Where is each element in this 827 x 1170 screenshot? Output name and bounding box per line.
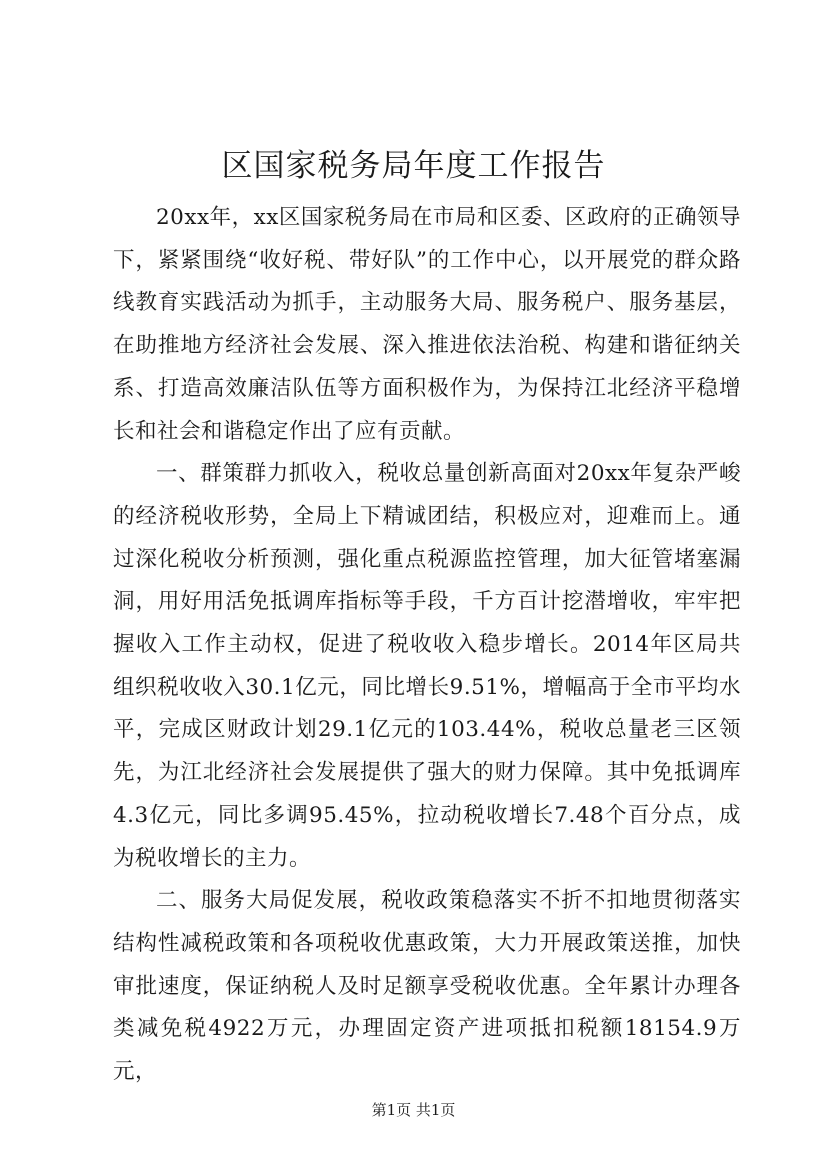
document-title: 区国家税务局年度工作报告 [221, 148, 606, 184]
document-body [113, 197, 741, 1094]
paragraph-intro: 20xx年，xx区国家税务局在市局和区委、区政府的正确领导下，紧紧围绕“收好税、带好队”的工作中心，以开展党的群众路线教育实践活动为抓手，主动服务大局、服务税户、服务基层，在助推地方经济社会发展、深入推进依法治税、构建和谐征纳关系、打造高效廉洁队伍等方面积极作为，为保持江北经济平稳增长和社会和谐稳定作出了应有贡献。 [113, 205, 741, 444]
paragraph-section-1: 一、群策群力抓收入，税收总量创新高面对20xx年复杂严峻的经济税收形势，全局上下精诚团结，积极应对，迎难而上。通过深化税收分析预测，强化重点税源监控管理，加大征管堵塞漏洞，用好用活免抵调库指标等手段，千方百计挖潜增收，牢牢把握收入工作主动权，促进了税收收入稳步增长。2014年区局共组织税收收入30.1亿元，同比增长9.51%，增幅高于全市平均水平，完成区财政计划29.1亿元的103.44%，税收总量老三区领先，为江北经济社会发展提供了强大的财力保障。其中免抵调库4.3亿元，同比多调95.45%，拉动税收增长7.48个百分点，成为税收增长的主力。 [113, 461, 741, 871]
page-footer: 第1页 共1页 [371, 1101, 456, 1119]
paragraph-section-2: 二、服务大局促发展，税收政策稳落实不折不扣地贯彻落实结构性减税政策和各项税收优惠政策，大力开展政策送推，加快审批速度，保证纳税人及时足额享受税收优惠。全年累计办理各类减免税4922万元，办理固定资产进项抵扣税额18154.9万元， [113, 888, 741, 1085]
